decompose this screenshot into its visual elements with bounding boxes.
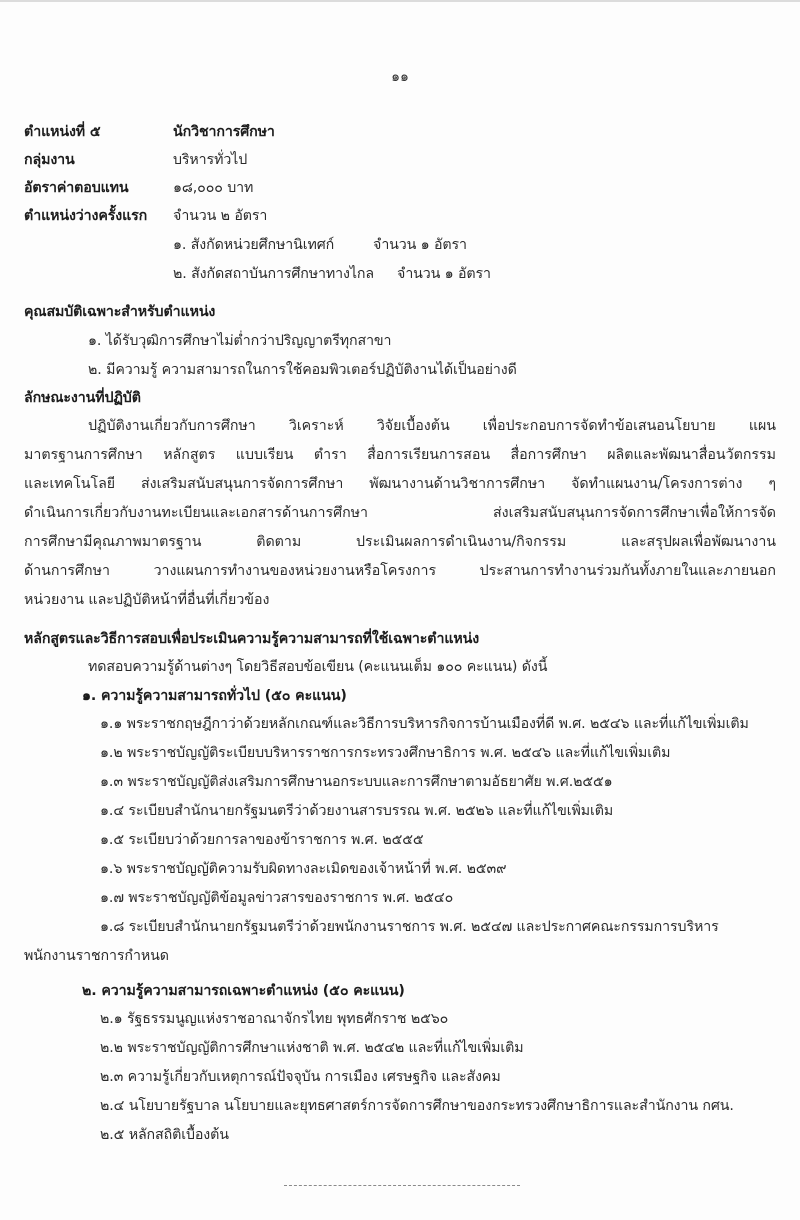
qualification-item: ๑. ได้รับวุฒิการศึกษาไม่ต่ำกว่าปริญญาตรีทุกสาขา [88,333,392,349]
page-number: ๑๑ [391,69,409,85]
exam-section-title-1: ๑. ความรู้ความสามารถทั่วไป (๕๐ คะแนน) [82,688,347,704]
exam-item: ๑.๘ ระเบียบสำนักนายกรัฐมนตรีว่าด้วยพนักงานราชการ พ.ศ. ๒๕๔๗ และประกาศคณะกรรมการบริหาร [100,919,719,935]
exam-item: ๒.๓ ความรู้เกี่ยวกับเหตุการณ์ปัจจุบัน การเมือง เศรษฐกิจ และสังคม [100,1069,501,1085]
exam-item-continuation: พนักงานราชการกำหนด [24,948,169,964]
exam-item: ๑.๕ ระเบียบว่าด้วยการลาของข้าราชการ พ.ศ. ๒๕๕๕ [100,832,424,848]
duties-line: มาตรฐานการศึกษา หลักสูตร แบบเรียน ตำรา สื่อการเรียนการสอน สื่อการศึกษา ผลิตและพัฒนาสื่อนวัตกรรม [24,447,776,463]
field-label-group: กลุ่มงาน [24,152,75,168]
field-value-group: บริหารทั่วไป [173,152,248,168]
exam-heading: หลักสูตรและวิธีการสอบเพื่อประเมินความรู้ความสามารถที่ใช้เฉพาะตำแหน่ง [24,631,480,647]
footer-divider [284,1185,520,1186]
duties-line: และเทคโนโลยี ส่งเสริมสนับสนุนการจัดการศึกษา พัฒนางานด้านวิชาการศึกษา จัดทำแผนงาน/โครงการต่าง ๆ [24,476,776,492]
exam-item: ๒.๕ หลักสถิติเบื้องต้น [100,1127,229,1143]
vacancy-unit-2: ๒. สังกัดสถาบันการศึกษาทางไกล [173,266,374,282]
vacancy-count-1: จำนวน ๑ อัตรา [373,237,467,253]
qualification-item: ๒. มีความรู้ ความสามารถในการใช้คอมพิวเตอร์ปฏิบัติงานได้เป็นอย่างดี [88,362,517,378]
duties-line: ด้านการศึกษา วางแผนการทำงานของหน่วยงานหรือโครงการ ประสานการทำงานร่วมกันทั้งภายในและภายนอก [24,563,776,579]
exam-item: ๒.๑ รัฐธรรมนูญแห่งราชอาณาจักรไทย พุทธศักราช ๒๕๖๐ [100,1011,449,1027]
field-value-vacancy: จำนวน ๒ อัตรา [173,208,268,224]
exam-item: ๑.๒ พระราชบัญญัติระเบียบบริหารราชการกระทรวงศึกษาธิการ พ.ศ. ๒๕๔๖ และที่แก้ไขเพิ่มเติม [100,745,671,761]
exam-item: ๑.๗ พระราชบัญญัติข้อมูลข่าวสารของราชการ พ.ศ. ๒๕๔๐ [100,890,454,906]
field-label-salary: อัตราค่าตอบแทน [24,180,129,196]
exam-item: ๑.๖ พระราชบัญญัติความรับผิดทางละเมิดของเจ้าหน้าที่ พ.ศ. ๒๕๓๙ [100,861,507,877]
exam-item: ๑.๓ พระราชบัญญัติส่งเสริมการศึกษานอกระบบและการศึกษาตามอัธยาศัย พ.ศ.๒๕๕๑ [100,774,613,790]
field-value-position: นักวิชาการศึกษา [173,124,275,140]
exam-intro: ทดสอบความรู้ด้านต่างๆ โดยวิธีสอบข้อเขียน (คะแนนเต็ม ๑๐๐ คะแนน) ดังนี้ [88,659,548,675]
duties-line: ดำเนินการเกี่ยวกับงานทะเบียนและเอกสารด้านการศึกษา ส่งเสริมสนับสนุนการจัดการศึกษาเพื่อให้การจัด [24,505,776,521]
duties-line: ปฏิบัติงานเกี่ยวกับการศึกษา วิเคราะห์ วิจัยเบื้องต้น เพื่อประกอบการจัดทำข้อเสนอนโยบาย แผน [88,418,776,434]
exam-item: ๒.๒ พระราชบัญญัติการศึกษาแห่งชาติ พ.ศ. ๒๕๔๒ และที่แก้ไขเพิ่มเติม [100,1040,524,1056]
exam-item: ๒.๔ นโยบายรัฐบาล นโยบายและยุทธศาสตร์การจัดการศึกษาของกระทรวงศึกษาธิการและสำนักงาน กศน. [100,1098,734,1114]
field-value-salary: ๑๘,๐๐๐ บาท [173,180,254,196]
duties-line: หน่วยงาน และปฏิบัติหน้าที่อื่นที่เกี่ยวข้อง [24,592,270,608]
vacancy-unit-1: ๑. สังกัดหน่วยศึกษานิเทศก์ [173,237,335,253]
qualifications-heading: คุณสมบัติเฉพาะสำหรับตำแหน่ง [24,304,216,320]
exam-item: ๑.๔ ระเบียบสำนักนายกรัฐมนตรีว่าด้วยงานสารบรรณ พ.ศ. ๒๕๒๖ และที่แก้ไขเพิ่มเติม [100,803,614,819]
duties-line: การศึกษามีคุณภาพมาตรฐาน ติดตาม ประเมินผลการดำเนินงาน/กิจกรรม และสรุปผลเพื่อพัฒนางาน [24,534,776,550]
field-label-vacancy: ตำแหน่งว่างครั้งแรก [24,208,148,224]
field-label-position: ตำแหน่งที่ ๕ [24,124,101,140]
vacancy-count-2: จำนวน ๑ อัตรา [397,266,491,282]
duties-heading: ลักษณะงานที่ปฏิบัติ [24,390,141,406]
exam-item: ๑.๑ พระราชกฤษฎีกาว่าด้วยหลักเกณฑ์และวิธีการบริหารกิจการบ้านเมืองที่ดี พ.ศ. ๒๕๔๖ และที่แก้ไขเพิ่มเติม [100,716,749,732]
exam-section-title-2: ๒. ความรู้ความสามารถเฉพาะตำแหน่ง (๕๐ คะแนน) [82,983,405,999]
